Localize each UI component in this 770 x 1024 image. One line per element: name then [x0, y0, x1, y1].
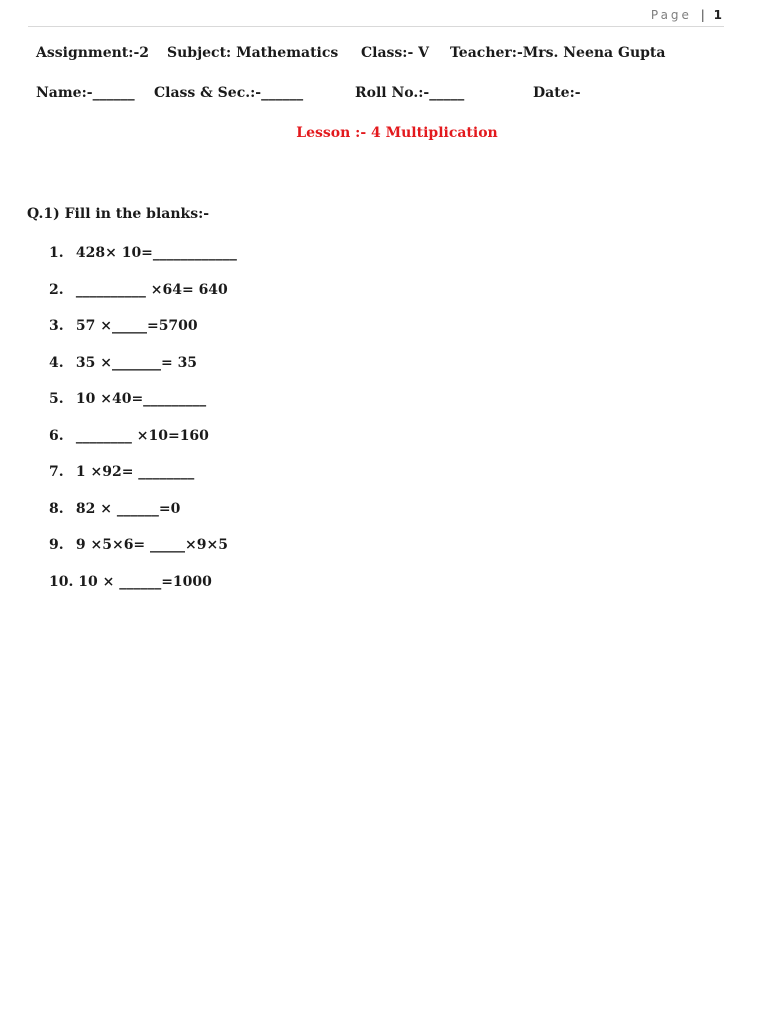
question-item	[49, 245, 237, 282]
name-field: Name:-______	[36, 85, 135, 101]
item-number: 4.	[49, 354, 64, 371]
item-text: ________ ×10=160	[75, 427, 209, 444]
item-number: 10.	[49, 573, 74, 590]
question-item	[49, 537, 237, 574]
roll-number-field: Roll No.:-_____	[355, 85, 465, 101]
item-number: 9.	[49, 537, 64, 553]
item-text: 10 × ______=1000	[78, 573, 212, 590]
assignment-number: Assignment:-2	[36, 45, 149, 61]
item-text: 10 ×40=_________	[75, 391, 207, 407]
item-text: 57 ×_____=5700	[75, 318, 198, 334]
fill-blanks-list	[49, 245, 237, 610]
item-text: 9 ×5×6= _____×9×5	[75, 537, 228, 553]
item-number: 8.	[49, 500, 64, 517]
teacher: Teacher:-Mrs. Neena Gupta	[450, 45, 666, 61]
question-item	[49, 355, 237, 392]
subject: Subject: Mathematics	[167, 45, 339, 61]
class: Class:- V	[361, 45, 430, 61]
item-text: 1 ×92= ________	[75, 464, 195, 480]
question-item	[49, 574, 237, 611]
item-number: 1.	[49, 245, 64, 261]
question-item	[49, 318, 237, 355]
item-number: 2.	[49, 281, 64, 298]
assignment-info-row	[0, 45, 770, 65]
question-item	[49, 464, 237, 501]
student-info-row	[0, 85, 770, 105]
question-item	[49, 391, 237, 428]
item-number: 5.	[49, 391, 64, 407]
item-number: 3.	[49, 318, 64, 334]
lesson-title: Lesson :- 4 Multiplication	[296, 125, 498, 141]
page-number-header	[651, 8, 722, 22]
item-number: 7.	[49, 464, 64, 480]
question-item	[49, 282, 237, 319]
item-text: 428× 10=____________	[75, 245, 237, 261]
date-field: Date:-	[533, 85, 581, 101]
item-text: __________ ×64= 640	[75, 281, 228, 298]
page-label: Page	[650, 8, 692, 22]
item-number: 6.	[49, 427, 64, 444]
question-title: Q.1) Fill in the blanks:-	[27, 206, 210, 222]
item-text: 35 ×_______= 35	[75, 354, 198, 371]
page-number: 1	[713, 8, 722, 22]
question-item	[49, 501, 237, 538]
header-rule	[28, 26, 724, 27]
page-separator: |	[700, 8, 705, 22]
class-section-field: Class & Sec.:-______	[154, 85, 304, 101]
item-text: 82 × ______=0	[75, 500, 181, 517]
question-item	[49, 428, 237, 465]
